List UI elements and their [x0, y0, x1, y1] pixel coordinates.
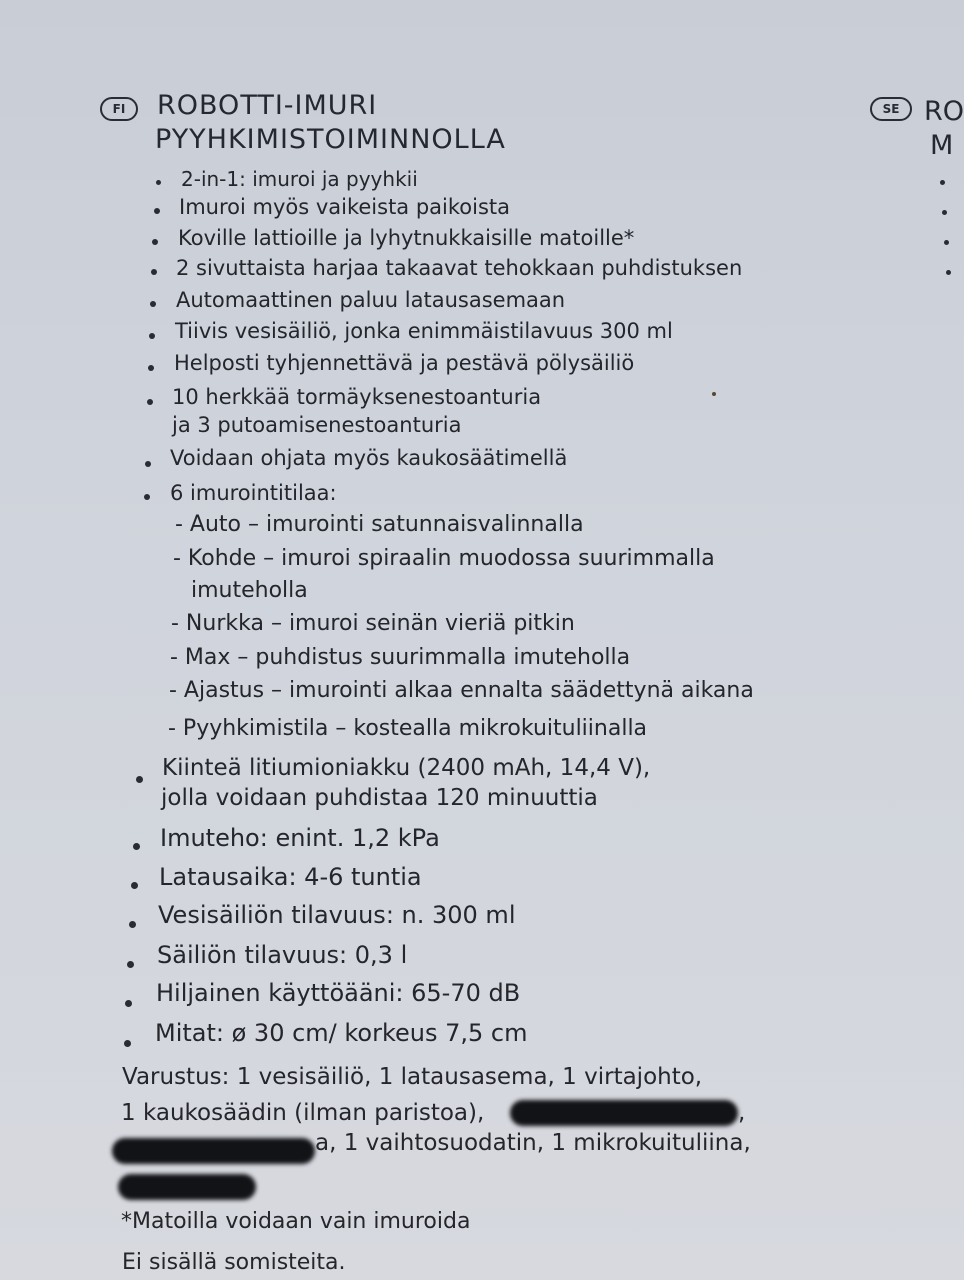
spec-item: Latausaika: 4-6 tuntia: [159, 863, 422, 891]
bullet: [127, 961, 134, 968]
right-bullet: [942, 210, 947, 215]
feature-item: Helposti tyhjennettävä ja pestävä pölysäiliö: [174, 351, 635, 375]
bullet: [148, 365, 154, 371]
feature-item-continued: ja 3 putoamisenestoanturia: [172, 413, 462, 437]
spec-item: Mitat: ø 30 cm/ korkeus 7,5 cm: [155, 1019, 528, 1047]
bullet: [145, 461, 151, 467]
mode-item-continued: imuteholla: [191, 578, 308, 603]
feature-item: Koville lattioille ja lyhytnukkaisille matoille*: [178, 226, 635, 250]
bullet: [152, 239, 158, 245]
bullet: [147, 399, 153, 405]
mode-item: - Ajastus – imurointi alkaa ennalta säädettynä aikana: [169, 678, 754, 703]
right-bullet: [944, 240, 949, 245]
bullet: [125, 1000, 132, 1007]
title-line-1: ROBOTTI-IMURI: [157, 90, 378, 121]
bullet: [150, 301, 156, 307]
bullet: [144, 494, 150, 500]
right-title-fragment-1: RO: [924, 96, 964, 127]
spec-item: Kiinteä litiumioniakku (2400 mAh, 14,4 V),: [162, 755, 651, 781]
accessories-line: a, 1 vaihtosuodatin, 1 mikrokuituliina,: [315, 1130, 751, 1156]
right-bullet: [940, 180, 945, 185]
bullet: [136, 776, 143, 783]
bullet: [124, 1040, 131, 1047]
feature-item: Automaattinen paluu latausasemaan: [176, 288, 566, 312]
spec-item: Imuteho: enint. 1,2 kPa: [160, 824, 440, 852]
mode-item: - Pyyhkimistila – kostealla mikrokuituliinalla: [168, 716, 648, 741]
mode-item: - Kohde – imuroi spiraalin muodossa suurimmalla: [173, 546, 715, 571]
redaction-mark: [118, 1174, 256, 1200]
bullet: [154, 208, 160, 214]
bullet: [129, 921, 136, 928]
language-badge-fi: FI: [100, 97, 138, 121]
mode-item: - Auto – imurointi satunnaisvalinnalla: [175, 512, 584, 537]
bullet: [151, 269, 157, 275]
language-badge-se: SE: [870, 97, 912, 121]
spec-item: Säiliön tilavuus: 0,3 l: [157, 941, 408, 969]
spec-item: Hiljainen käyttöääni: 65-70 dB: [156, 979, 521, 1007]
mode-item: - Nurkka – imuroi seinän vieriä pitkin: [171, 611, 575, 636]
feature-item: 10 herkkää tormäyksenestoanturia: [172, 385, 542, 409]
bullet: [131, 882, 138, 889]
right-bullet: [946, 270, 951, 275]
feature-item: Imuroi myös vaikeista paikoista: [179, 195, 511, 219]
redaction-mark: [112, 1138, 315, 1164]
right-title-fragment-2: M: [930, 130, 954, 161]
accessories-line: ,: [738, 1100, 746, 1126]
feature-item: Tiivis vesisäiliö, jonka enimmäistilavuus 300 ml: [175, 319, 673, 343]
spec-item: Vesisäiliön tilavuus: n. 300 ml: [158, 901, 516, 929]
bullet: [149, 333, 155, 339]
accessories-line: Varustus: 1 vesisäiliö, 1 latausasema, 1 virtajohto,: [122, 1064, 703, 1090]
feature-item: 2 sivuttaista harjaa takaavat tehokkaan puhdistuksen: [176, 256, 743, 280]
feature-item: 2-in-1: imuroi ja pyyhkii: [181, 167, 418, 191]
paper-speck: [712, 392, 716, 396]
accessories-line: 1 kaukosäädin (ilman paristoa),: [121, 1100, 485, 1126]
footnote: Ei sisällä somisteita.: [122, 1250, 346, 1275]
mode-item: - Max – puhdistus suurimmalla imuteholla: [170, 645, 631, 670]
footnote: *Matoilla voidaan vain imuroida: [121, 1209, 471, 1234]
feature-item: 6 imurointitilaa:: [170, 481, 337, 505]
spec-item-continued: jolla voidaan puhdistaa 120 minuuttia: [161, 785, 598, 811]
bullet: [156, 180, 161, 185]
title-line-2: PYYHKIMISTOIMINNOLLA: [155, 124, 506, 155]
bullet: [133, 843, 140, 850]
feature-item: Voidaan ohjata myös kaukosäätimellä: [170, 446, 568, 470]
redaction-mark: [510, 1100, 738, 1126]
